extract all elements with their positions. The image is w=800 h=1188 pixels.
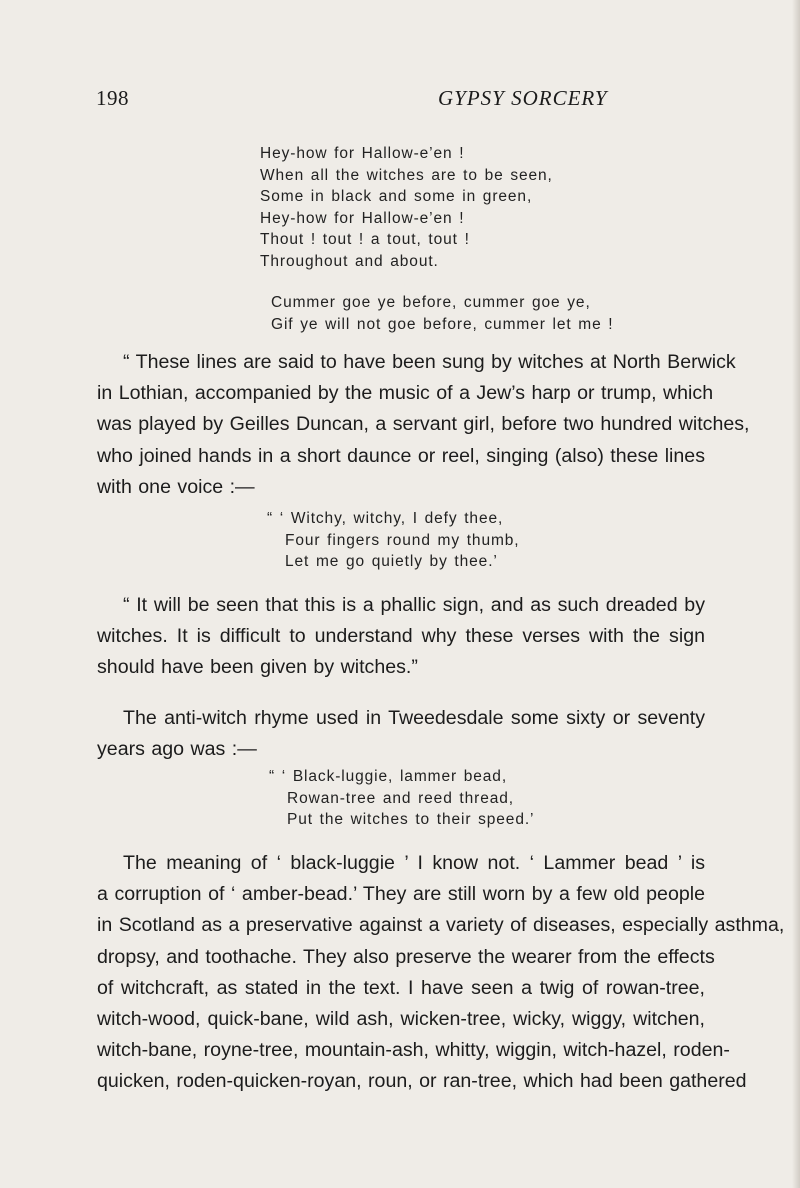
paragraph-line: in Scotland as a preservative against a variety of diseases, especially asthma, bbox=[97, 914, 785, 937]
paragraph-line: with one voice :— bbox=[97, 475, 255, 498]
page-header bbox=[96, 86, 656, 126]
paragraph-line: The anti-witch rhyme used in Tweedesdale some sixty or seventy bbox=[123, 707, 705, 729]
verse-line: Throughout and about. bbox=[260, 252, 439, 270]
paragraph-line: The meaning of ‘ black-luggie ’ I know not. ‘ Lammer bead ’ is bbox=[123, 852, 705, 874]
verse-line: Hey-how for Hallow-e’en ! bbox=[260, 145, 465, 162]
verse-witchy bbox=[267, 508, 520, 573]
verse-hallowe-en bbox=[260, 143, 553, 272]
paragraph-tweedesdale bbox=[97, 703, 705, 765]
paragraph-line: witches. It is difficult to understand why these verses with the sign bbox=[97, 625, 705, 648]
paragraph-line: years ago was :— bbox=[97, 738, 257, 761]
paragraph-line: “ These lines are said to have been sung by witches at North Berwick bbox=[123, 351, 736, 373]
paragraph-line: in Lothian, accompanied by the music of a Jew’s harp or trump, which bbox=[97, 382, 714, 405]
verse-line: Hey-how for Hallow-e’en ! bbox=[260, 209, 465, 227]
paragraph-line: a corruption of ‘ amber-bead.’ They are still worn by a few old people bbox=[97, 883, 705, 906]
paragraph-line: was played by Geilles Duncan, a servant girl, before two hundred witches, bbox=[97, 413, 750, 436]
verse-cummer bbox=[271, 292, 614, 335]
paragraph-line: should have been given by witches.” bbox=[97, 656, 418, 679]
verse-line: Some in black and some in green, bbox=[260, 188, 533, 205]
paragraph-line: witch-wood, quick-bane, wild ash, wicken-tree, wicky, wiggy, witchen, bbox=[97, 1008, 705, 1031]
verse-line: Let me go quietly by thee.’ bbox=[285, 553, 498, 570]
verse-line: When all the witches are to be seen, bbox=[260, 166, 553, 184]
paragraph-line: of witchcraft, as stated in the text. I have seen a twig of rowan-tree, bbox=[97, 976, 705, 999]
verse-line: Four fingers round my thumb, bbox=[285, 531, 520, 549]
page-number: 198 bbox=[96, 86, 129, 110]
verse-line: Put the witches to their speed.’ bbox=[287, 811, 535, 828]
paragraph-phallic-sign bbox=[97, 590, 705, 684]
verse-line: “ ‘ Black-luggie, lammer bead, bbox=[269, 768, 508, 785]
paragraph-line: “ It will be seen that this is a phallic sign, and as such dreaded by bbox=[123, 594, 705, 616]
page-edge-shadow bbox=[792, 0, 800, 1188]
verse-line: Thout ! tout ! a tout, tout ! bbox=[260, 231, 470, 248]
paragraph-north-berwick bbox=[97, 347, 750, 503]
verse-black-luggie bbox=[269, 766, 535, 831]
verse-line: Rowan-tree and reed thread, bbox=[287, 789, 514, 807]
paragraph-line: quicken, roden-quicken-royan, roun, or ran-tree, which had been gathered bbox=[97, 1070, 747, 1093]
running-title: GYPSY SORCERY bbox=[438, 86, 608, 110]
verse-line: Cummer goe ye before, cummer goe ye, bbox=[271, 294, 591, 311]
paragraph-line: witch-bane, royne-tree, mountain-ash, whitty, wiggin, witch-hazel, roden- bbox=[97, 1039, 730, 1062]
verse-line: Gif ye will not goe before, cummer let me ! bbox=[271, 315, 614, 333]
paragraph-lammer-bead bbox=[97, 848, 785, 1098]
paragraph-line: who joined hands in a short daunce or reel, singing (also) these lines bbox=[97, 444, 705, 467]
verse-line: “ ‘ Witchy, witchy, I defy thee, bbox=[267, 510, 504, 527]
paragraph-line: dropsy, and toothache. They also preserve the wearer from the effects bbox=[97, 945, 715, 968]
